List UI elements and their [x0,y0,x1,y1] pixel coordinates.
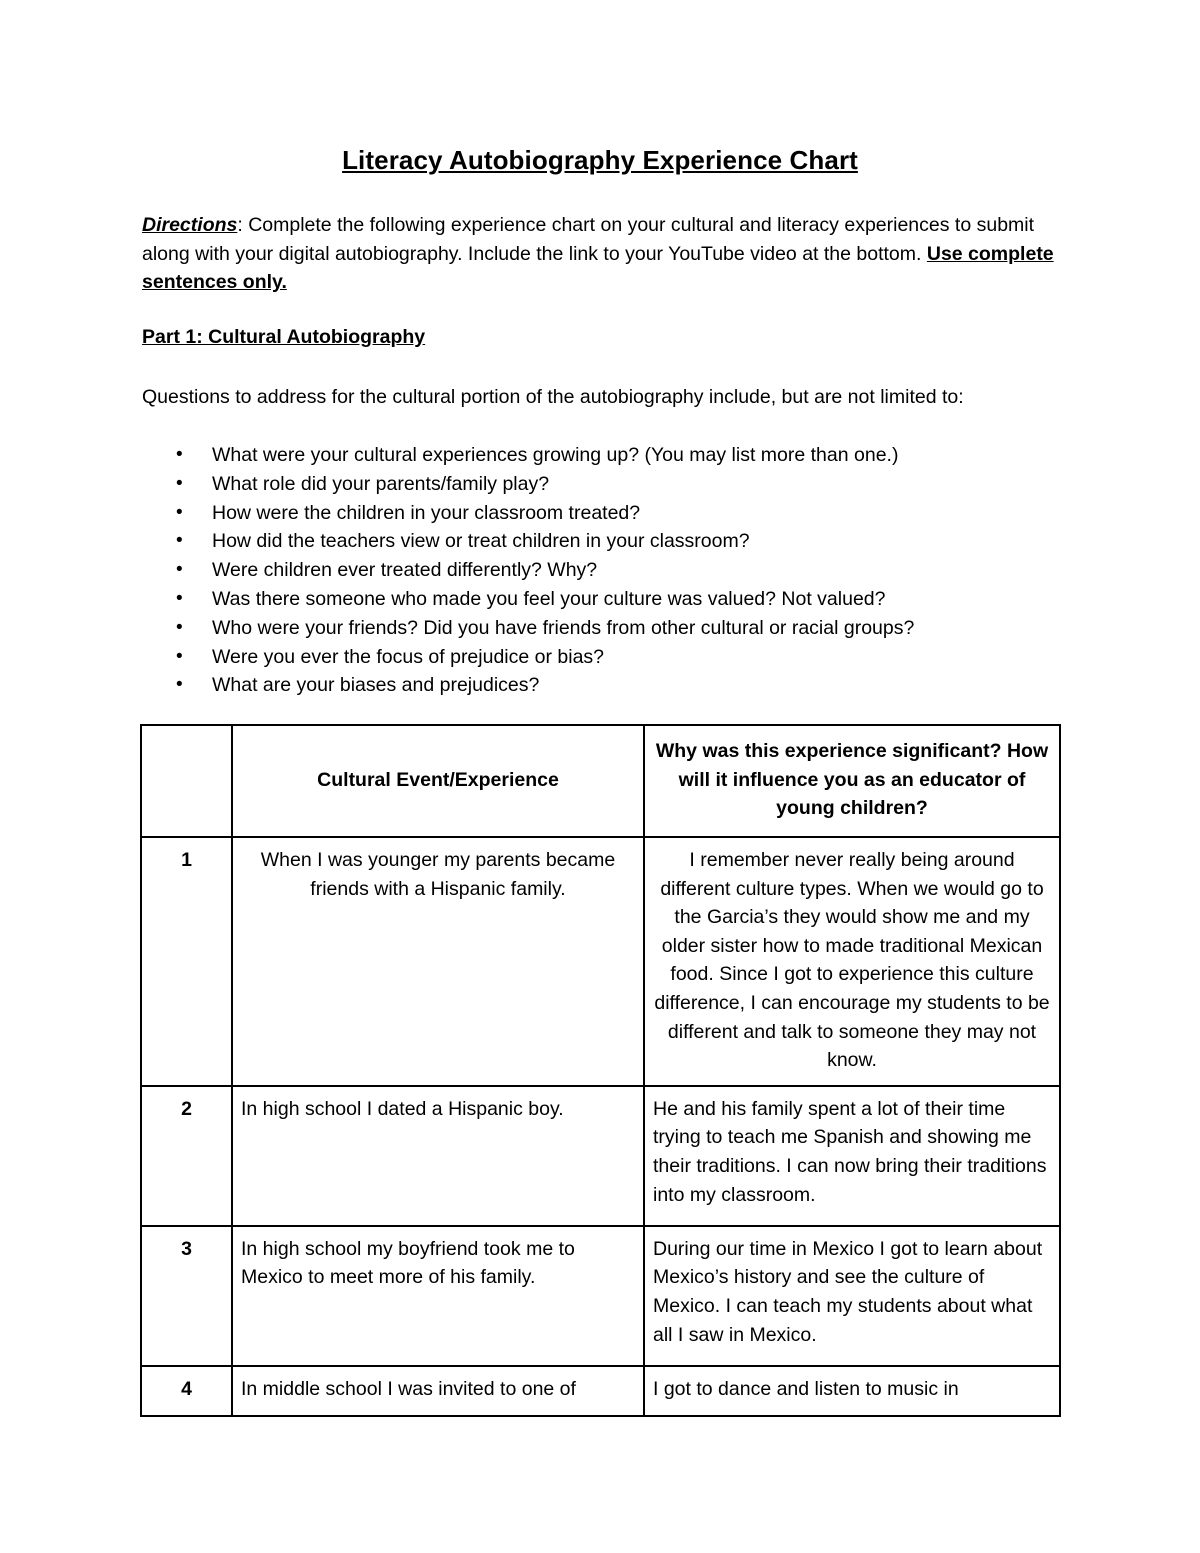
row-number-cell: 4 [141,1366,232,1417]
question-item [142,614,1062,643]
row-event-cell: In high school I dated a Hispanic boy. [232,1086,644,1226]
directions-label-colon: : [237,214,243,236]
header-significance-cell: Why was this experience significant? How will it influence you as an educator of young children? [644,725,1060,837]
row-event-cell: When I was younger my parents became friends with a Hispanic family. [232,837,644,1086]
question-text: Was there someone who made you feel your culture was valued? Not valued? [212,587,886,610]
directions-requirement: Use complete sentences only. [142,242,1054,294]
bullet-icon: • [176,616,183,638]
row-event-cell: In high school my boyfriend took me to Mexico to meet more of his family. [232,1226,644,1366]
bullet-icon: • [176,587,183,609]
table-row [141,837,1060,1086]
header-event-cell: Cultural Event/Experience [232,725,644,837]
table-row [141,1086,1060,1226]
question-text: Were you ever the focus of prejudice or bias? [212,645,605,668]
bullet-icon: • [176,444,183,465]
question-item [142,643,1062,672]
table-row [141,1226,1060,1366]
question-text: How did the teachers view or treat children in your classroom? [212,530,750,553]
question-text: How were the children in your classroom treated? [212,501,641,524]
bullet-icon: • [176,530,183,552]
directions-label: Directions [142,214,238,236]
row-significance-cell: During our time in Mexico I got to learn about Mexico’s history and see the culture of Mexico. I can teach my students about what all I saw in Mexico. [644,1226,1060,1366]
question-item [142,585,1062,614]
question-item [142,470,1062,499]
document-title: Literacy Autobiography Experience Chart [342,145,858,175]
part1-intro: Questions to address for the cultural portion of the autobiography include, but are not limited to: [142,386,964,408]
question-text: Were children ever treated differently? Why? [212,559,598,582]
row-event-cell: In middle school I was invited to one of [232,1366,644,1417]
row-number-cell: 2 [141,1086,232,1226]
question-list [142,441,1062,700]
question-text: Who were your friends? Did you have friends from other cultural or racial groups? [212,616,915,639]
question-item [142,671,1062,700]
part1-heading: Part 1: Cultural Autobiography [142,326,426,348]
row-significance-cell: I remember never really being around different culture types. When we would go to the Garcia’s they would show me and my older sister how to made traditional Mexican food. Since I got to experience this culture difference, I can encourage my students to be different and talk to someone they may not know. [644,837,1060,1086]
row-number-cell: 1 [141,837,232,1086]
question-item [142,441,1062,470]
experience-chart-table [140,724,1061,1417]
question-item [142,527,1062,556]
bullet-icon: • [176,559,183,581]
header-number-cell [141,725,232,837]
question-text: What are your biases and prejudices? [212,674,540,697]
directions-paragraph [142,211,1062,297]
row-number-cell: 3 [141,1226,232,1366]
table-header-row [141,725,1060,837]
row-significance-cell: He and his family spent a lot of their time trying to teach me Spanish and showing me their traditions. I can now bring their traditions into my classroom. [644,1086,1060,1226]
question-item [142,556,1062,585]
bullet-icon: • [176,674,183,696]
bullet-icon: • [176,501,183,523]
question-text: What were your cultural experiences growing up? (You may list more than one.) [212,444,899,466]
table-row [141,1366,1060,1417]
row-significance-cell: I got to dance and listen to music in [644,1366,1060,1417]
question-text: What role did your parents/family play? [212,472,550,495]
bullet-icon: • [176,645,183,667]
directions-text: Complete the following experience chart on your cultural and literacy experiences to submit along with your digital autobiography. Include the link to your YouTube video at the bottom. [142,214,1035,265]
bullet-icon: • [176,472,183,494]
question-item [142,499,1062,528]
